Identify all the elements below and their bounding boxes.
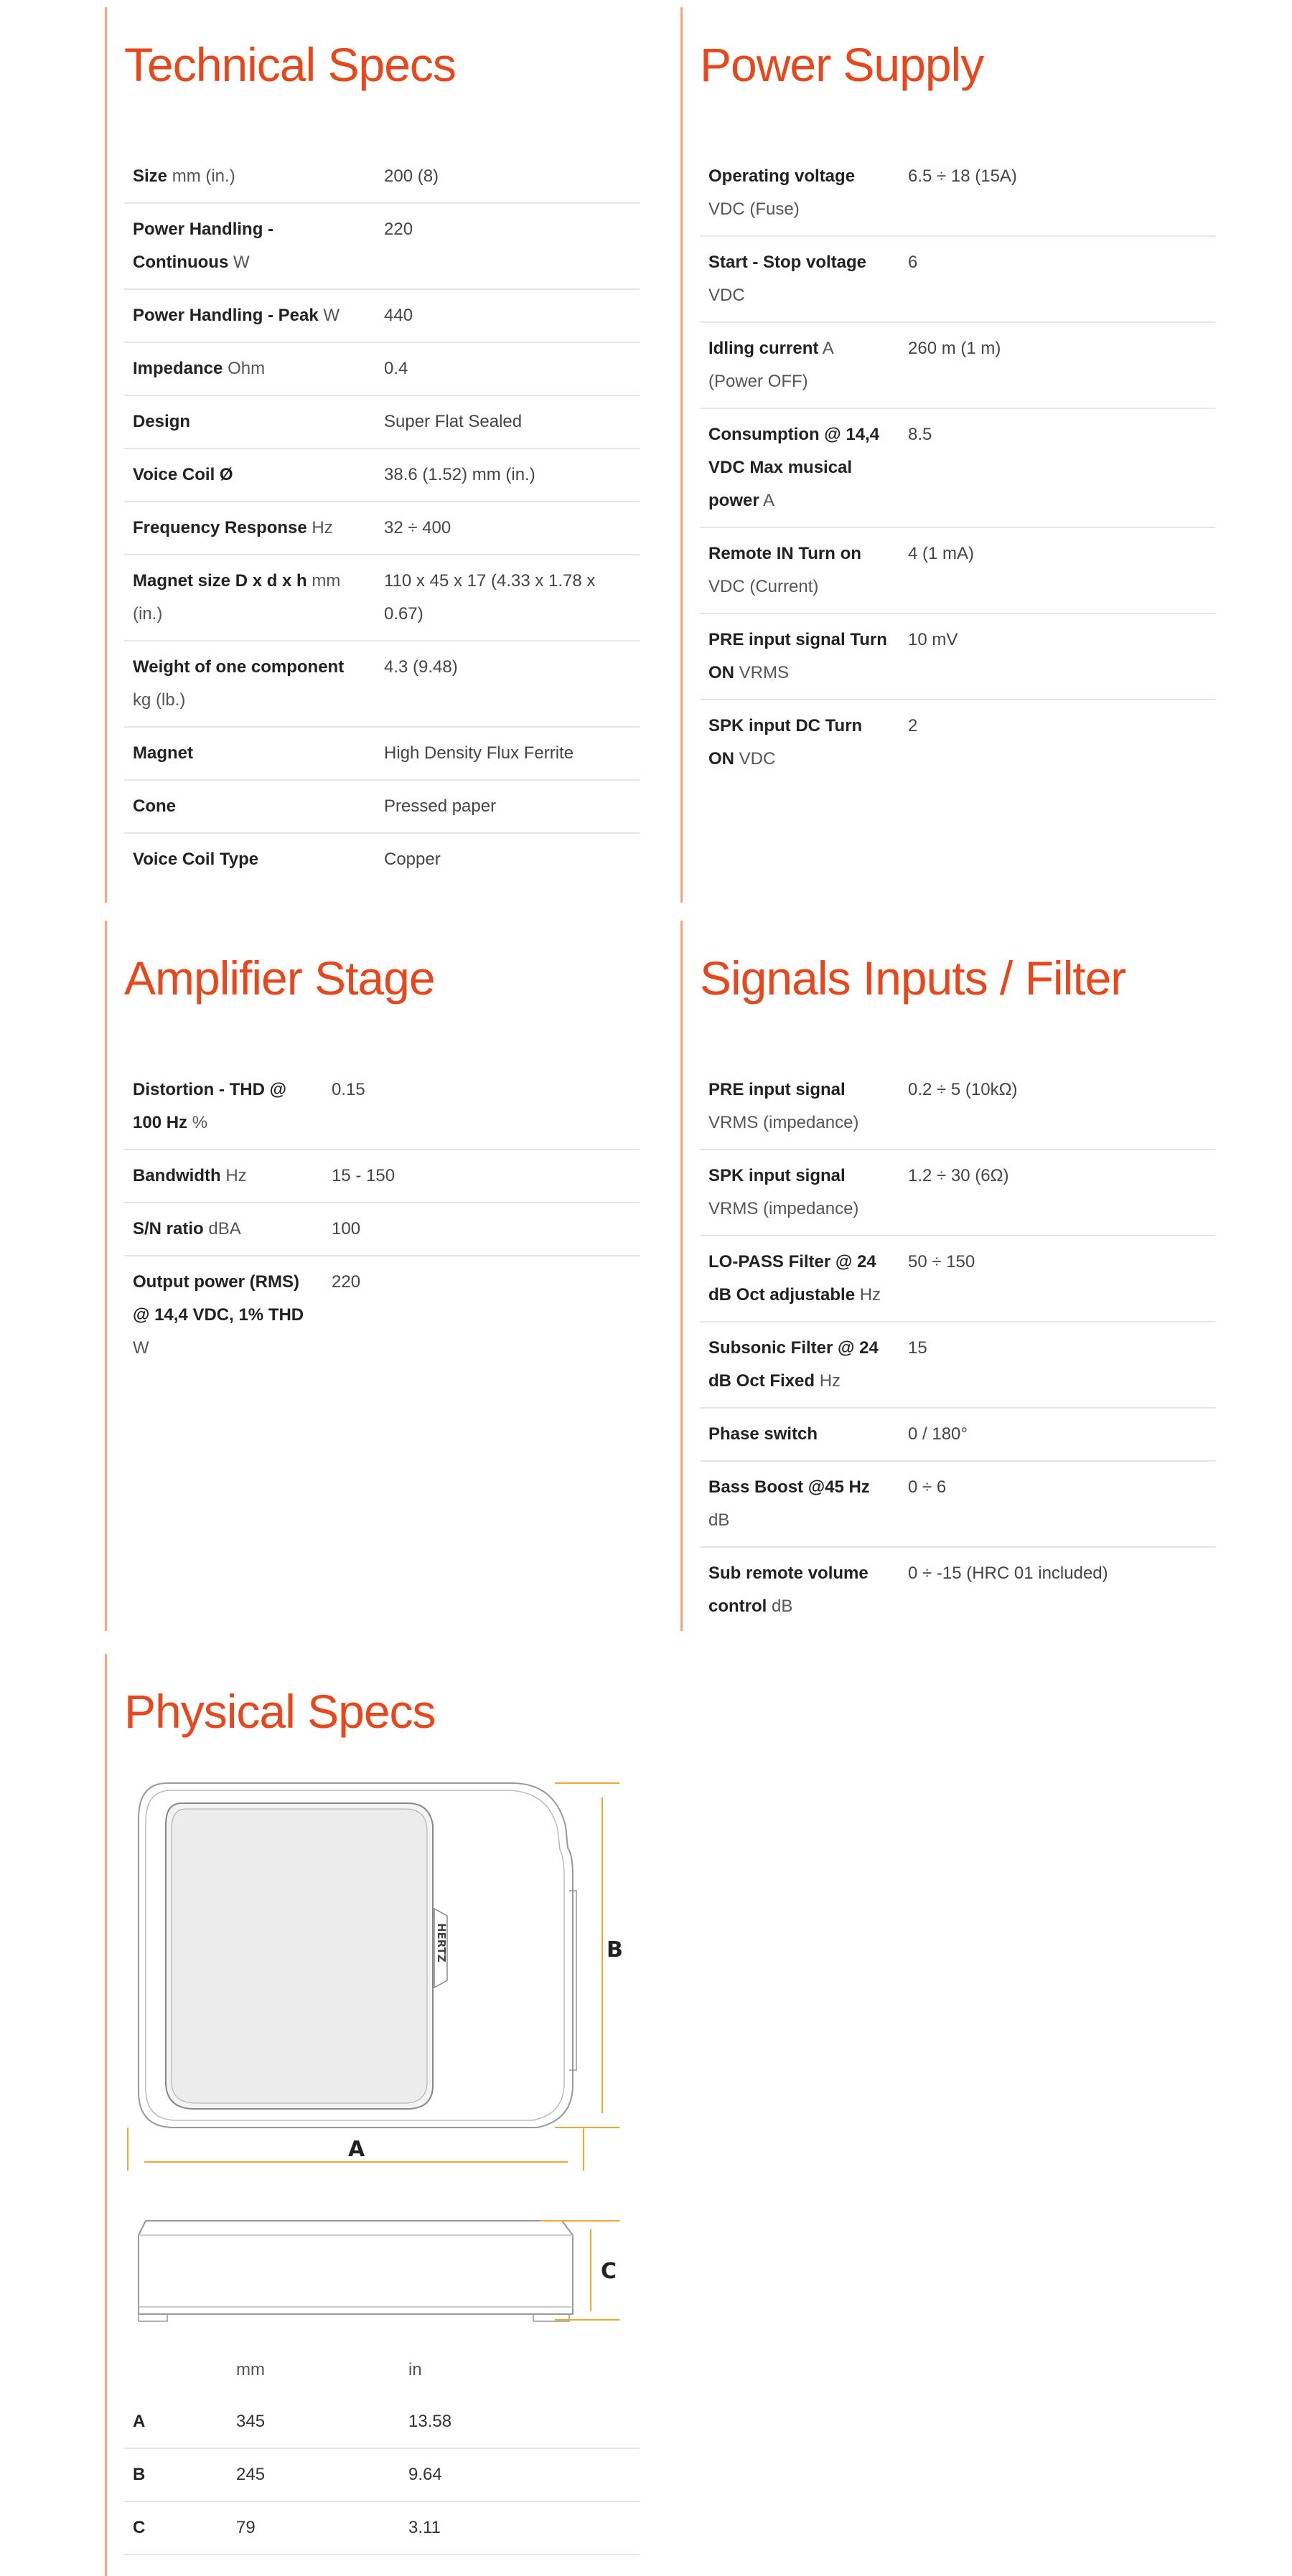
spec-unit: Hz xyxy=(819,1371,841,1391)
spec-unit: mm (in.) xyxy=(133,571,341,624)
hertz-logo: HERTZ xyxy=(435,1923,448,1962)
product-side-view-diagram xyxy=(124,2206,627,2328)
dimension-mm: 79 xyxy=(228,2501,400,2554)
table-row xyxy=(124,780,640,833)
table-row xyxy=(700,614,1215,700)
spec-label-cell xyxy=(700,1408,899,1461)
table-row xyxy=(700,527,1215,614)
spec-label: Consumption @ 14,4 VDC Max musical power xyxy=(708,425,880,510)
spec-value: 100 xyxy=(323,1203,640,1256)
spec-value: 110 x 45 x 17 (4.33 x 1.78 x 0.67) xyxy=(375,555,640,641)
spec-label-cell xyxy=(124,727,375,780)
product-top-view-diagram xyxy=(124,1769,627,2171)
spec-label-cell xyxy=(700,700,899,785)
spec-label: PRE input signal xyxy=(708,1080,846,1099)
spec-label-cell xyxy=(700,527,899,614)
dimensions-header-in: in xyxy=(408,2360,422,2379)
spec-label: Power Handling - Continuous xyxy=(133,220,274,272)
table-row xyxy=(124,1256,640,1374)
table-row xyxy=(700,1547,1215,1632)
power-supply-section xyxy=(680,7,1215,903)
spec-value: 6 xyxy=(899,236,1215,322)
power-supply-table xyxy=(700,151,1215,785)
spec-unit: mm (in.) xyxy=(172,166,235,186)
spec-unit: VDC xyxy=(739,749,776,768)
dimension-key: A xyxy=(124,2396,228,2448)
dimensions-header-blank xyxy=(124,2344,228,2396)
amplifier-stage-title: Amplifier Stage xyxy=(124,951,435,1005)
spec-label-cell xyxy=(124,1256,323,1374)
spec-label: Bandwidth xyxy=(133,1166,221,1185)
dimension-mm: 345 xyxy=(228,2396,400,2448)
spec-value: 10 mV xyxy=(899,614,1215,700)
table-row xyxy=(700,151,1215,236)
dimension-label-b: B xyxy=(607,1937,623,1962)
table-row xyxy=(124,395,640,448)
spec-value: 220 xyxy=(332,1272,361,1292)
spec-label: Voice Coil Ø xyxy=(133,465,233,484)
dimensions-header-row xyxy=(124,2344,640,2396)
table-row xyxy=(700,236,1215,322)
signals-inputs-section xyxy=(680,921,1215,1631)
spec-label: Distortion - THD @ 100 Hz xyxy=(133,1080,287,1132)
table-row xyxy=(700,1408,1215,1461)
dimension-in: 3.11 xyxy=(400,2501,640,2554)
spec-value: 38.6 (1.52) mm (in.) xyxy=(375,448,640,502)
spec-value: 2 xyxy=(908,716,918,735)
physical-specs-section xyxy=(105,1654,640,2576)
table-row xyxy=(700,1236,1215,1322)
table-row xyxy=(124,289,640,342)
table-row xyxy=(124,641,640,727)
table-row xyxy=(124,502,640,555)
spec-unit: W xyxy=(323,306,340,325)
technical-specs-section xyxy=(105,7,640,903)
spec-unit: Hz xyxy=(312,518,333,537)
spec-value: 0 ÷ 6 xyxy=(899,1461,1215,1547)
spec-label: S/N ratio xyxy=(133,1219,204,1238)
spec-label-cell xyxy=(700,1236,899,1322)
spec-value: 1.2 ÷ 30 (6Ω) xyxy=(899,1150,1215,1236)
spec-label-cell xyxy=(124,203,375,289)
table-row xyxy=(124,1150,640,1203)
signals-inputs-table xyxy=(700,1064,1215,1632)
spec-value: Super Flat Sealed xyxy=(375,395,640,448)
table-row xyxy=(124,1064,640,1150)
table-row xyxy=(700,700,1215,785)
spec-label: LO-PASS Filter @ 24 dB Oct adjustable xyxy=(708,1252,876,1305)
spec-label: Magnet size D x d x h xyxy=(133,571,307,591)
dimension-in: 13.58 xyxy=(400,2396,640,2448)
table-row xyxy=(124,833,640,885)
spec-label: Bass Boost @45 Hz xyxy=(708,1477,870,1497)
spec-label-cell xyxy=(124,289,375,342)
spec-value: Copper xyxy=(384,850,441,869)
dimension-label-a: A xyxy=(348,2137,365,2162)
spec-label: Cone xyxy=(133,796,176,816)
spec-label: Output power (RMS) @ 14,4 VDC, 1% THD xyxy=(133,1272,304,1325)
spec-unit: Hz xyxy=(225,1166,247,1185)
physical-specs-title: Physical Specs xyxy=(124,1685,436,1738)
spec-label: Weight of one component xyxy=(133,657,345,677)
spec-label-cell xyxy=(700,1322,899,1408)
spec-unit: kg (lb.) xyxy=(133,690,186,710)
table-row xyxy=(124,1203,640,1256)
spec-value: 220 xyxy=(375,203,640,289)
spec-value: 0.4 xyxy=(375,342,640,395)
spec-label-cell xyxy=(700,151,899,236)
spec-value: 0 / 180° xyxy=(899,1408,1215,1461)
spec-label-cell xyxy=(700,614,899,700)
dimension-mm: 245 xyxy=(228,2448,400,2501)
table-row xyxy=(700,1322,1215,1408)
table-row xyxy=(124,555,640,641)
spec-label-cell xyxy=(700,322,899,408)
spec-unit: dBA xyxy=(208,1219,241,1238)
table-row xyxy=(700,408,1215,527)
spec-label: SPK input DC Turn ON xyxy=(708,716,863,768)
spec-unit: W xyxy=(233,253,250,272)
spec-unit: % xyxy=(192,1113,208,1132)
table-row xyxy=(124,2396,640,2448)
spec-value: 50 ÷ 150 xyxy=(899,1236,1215,1322)
technical-specs-table xyxy=(124,151,640,885)
spec-label: Phase switch xyxy=(708,1424,818,1444)
table-row xyxy=(700,322,1215,408)
table-row xyxy=(124,203,640,289)
spec-label: Remote IN Turn on xyxy=(708,544,861,563)
spec-value: 440 xyxy=(375,289,640,342)
spec-value: 15 xyxy=(899,1322,1215,1408)
spec-label-cell xyxy=(124,395,375,448)
spec-label: Voice Coil Type xyxy=(133,850,259,869)
spec-value: 200 (8) xyxy=(375,151,640,203)
spec-value: 0.15 xyxy=(323,1064,640,1150)
spec-label: Subsonic Filter @ 24 dB Oct Fixed xyxy=(708,1338,879,1391)
spec-label: Size xyxy=(133,166,168,186)
spec-label: Impedance xyxy=(133,359,223,378)
spec-label: Operating voltage xyxy=(708,166,856,186)
spec-unit: A xyxy=(763,491,775,510)
spec-label-cell xyxy=(124,833,375,885)
spec-unit: Hz xyxy=(859,1285,881,1305)
spec-label-cell xyxy=(700,1064,899,1150)
table-row xyxy=(124,2501,640,2554)
spec-unit: VDC (Fuse) xyxy=(708,199,800,219)
technical-specs-title: Technical Specs xyxy=(124,38,456,91)
spec-label-cell xyxy=(700,1547,899,1632)
spec-label-cell xyxy=(700,1150,899,1236)
spec-value: 32 ÷ 400 xyxy=(375,502,640,555)
spec-label-cell xyxy=(700,408,899,527)
dimension-key: B xyxy=(124,2448,228,2501)
spec-value: 0 ÷ -15 (HRC 01 included) xyxy=(908,1564,1108,1583)
spec-unit: VDC (Current) xyxy=(708,577,819,596)
spec-unit: W xyxy=(133,1338,149,1358)
spec-label-cell xyxy=(124,502,375,555)
spec-label-cell xyxy=(124,555,375,641)
table-row xyxy=(700,1150,1215,1236)
spec-value: 6.5 ÷ 18 (15A) xyxy=(899,151,1215,236)
spec-label: SPK input signal xyxy=(708,1166,846,1185)
spec-unit: Ohm xyxy=(228,359,266,378)
spec-label-cell xyxy=(124,641,375,727)
spec-label-cell xyxy=(124,342,375,395)
table-row xyxy=(124,727,640,780)
spec-unit: VRMS (impedance) xyxy=(708,1113,859,1132)
table-row xyxy=(124,2448,640,2501)
spec-label-cell xyxy=(124,151,375,203)
spec-label-cell xyxy=(124,1064,323,1150)
spec-unit: A (Power OFF) xyxy=(708,339,833,391)
spec-label: PRE input signal Turn ON xyxy=(708,630,887,682)
dimension-label-c: C xyxy=(601,2259,617,2284)
power-supply-title: Power Supply xyxy=(700,38,984,91)
spec-value: 4 (1 mA) xyxy=(899,527,1215,614)
spec-value: Pressed paper xyxy=(375,780,640,833)
dimensions-header-mm: mm xyxy=(236,2360,265,2379)
spec-label-cell xyxy=(700,236,899,322)
spec-unit: VRMS (impedance) xyxy=(708,1199,859,1218)
dimensions-table xyxy=(124,2344,640,2555)
spec-label: Frequency Response xyxy=(133,518,307,537)
table-row xyxy=(700,1461,1215,1547)
dimension-key: C xyxy=(124,2501,228,2554)
spec-label-cell xyxy=(124,448,375,502)
spec-unit: VRMS xyxy=(739,663,790,682)
spec-unit: dB xyxy=(772,1597,793,1616)
amplifier-stage-section xyxy=(105,921,640,1631)
spec-value: 15 - 150 xyxy=(323,1150,640,1203)
spec-label-cell xyxy=(124,1203,323,1256)
spec-label: Sub remote volume control xyxy=(708,1564,869,1616)
spec-label-cell xyxy=(124,780,375,833)
spec-label: Design xyxy=(133,412,191,431)
table-row xyxy=(124,342,640,395)
spec-unit: VDC xyxy=(708,286,745,305)
signals-inputs-title: Signals Inputs / Filter xyxy=(700,951,1126,1005)
dimension-in: 9.64 xyxy=(400,2448,640,2501)
spec-label: Power Handling - Peak xyxy=(133,306,319,325)
spec-label-cell xyxy=(124,1150,323,1203)
spec-label: Idling current xyxy=(708,339,819,358)
table-row xyxy=(700,1064,1215,1150)
spec-label: Start - Stop voltage xyxy=(708,253,867,272)
spec-value: 4.3 (9.48) xyxy=(375,641,640,727)
spec-value: 8.5 xyxy=(899,408,1215,527)
spec-value: High Density Flux Ferrite xyxy=(375,727,640,780)
spec-label: Magnet xyxy=(133,743,193,763)
spec-unit: dB xyxy=(708,1510,730,1530)
amplifier-stage-table xyxy=(124,1064,640,1374)
spec-value: 0.2 ÷ 5 (10kΩ) xyxy=(899,1064,1215,1150)
spec-label-cell xyxy=(700,1461,899,1547)
spec-value: 260 m (1 m) xyxy=(899,322,1215,408)
table-row xyxy=(124,448,640,502)
table-row xyxy=(124,151,640,203)
